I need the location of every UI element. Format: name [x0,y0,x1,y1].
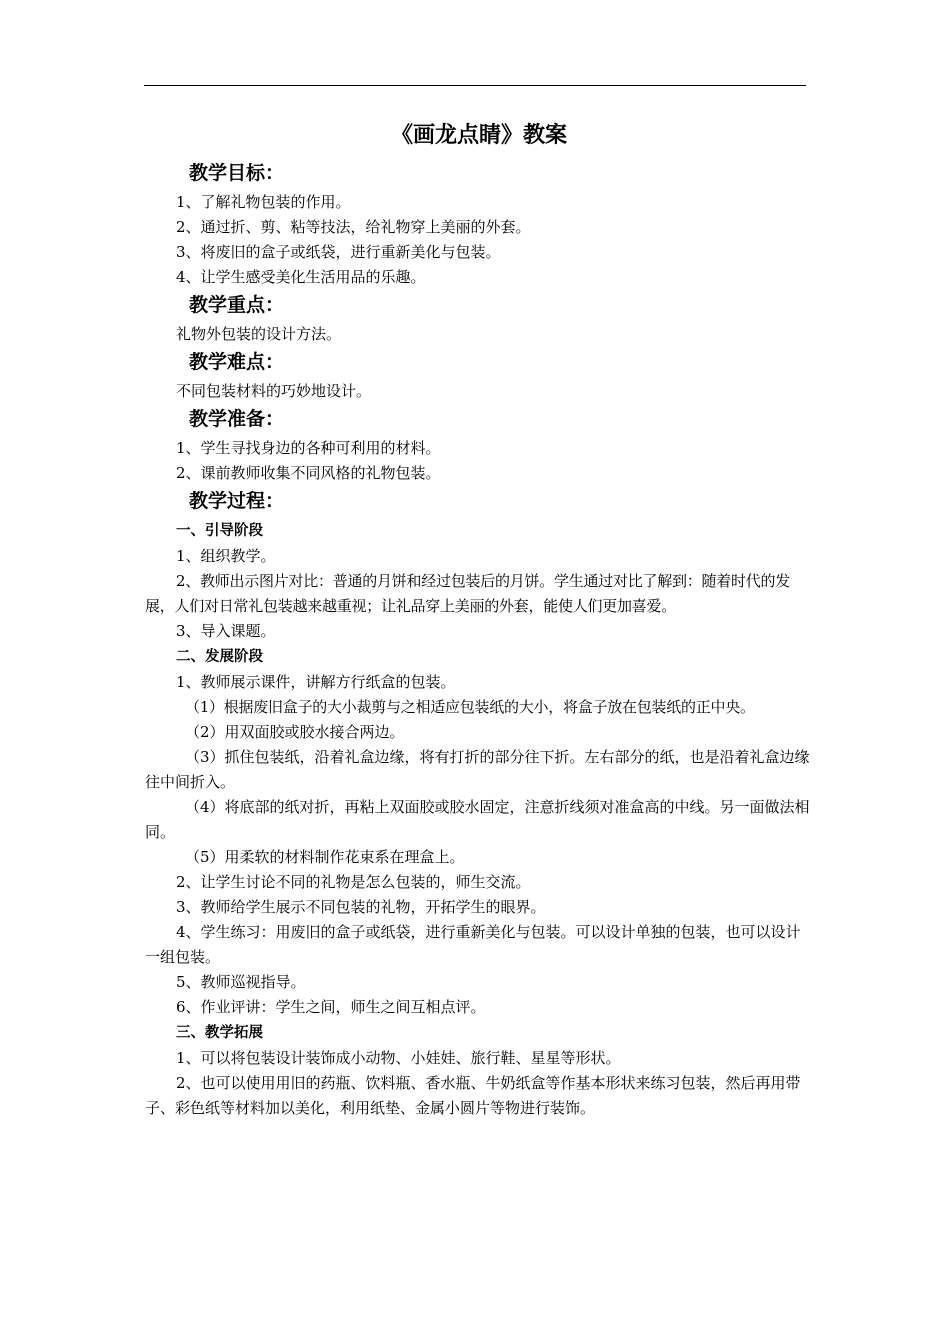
process-step: （5）用柔软的材料制作花束系在理盒上。 [185,848,465,866]
process-item: 2、也可以使用用旧的药瓶、饮料瓶、香水瓶、牛奶纸盒等作基本形状来练习包装，然后再用带子、彩色纸等材料加以美化，利用纸垫、金属小圆片等物进行装饰。 [145,1074,801,1117]
goal-item: 3、将废旧的盒子或纸袋，进行重新美化与包装。 [176,243,501,261]
difficulties-text: 不同包装材料的巧妙地设计。 [176,382,372,400]
document-body [145,118,813,1121]
goal-item: 4、让学生感受美化生活用品的乐趣。 [176,268,426,286]
preparation-item: 2、课前教师收集不同风格的礼物包装。 [176,464,441,482]
header-rule [144,85,806,86]
section-heading-difficulties: 教学难点： [189,351,285,373]
key-points-text: 礼物外包装的设计方法。 [176,325,342,343]
process-item: 6、作业评讲：学生之间，师生之间互相点评。 [176,998,486,1016]
stage-heading-guide: 一、引导阶段 [176,523,263,539]
process-item: 3、教师给学生展示不同包装的礼物，开拓学生的眼界。 [176,898,546,916]
process-step: （2）用双面胶或胶水接合两边。 [185,723,405,741]
preparation-item: 1、学生寻找身边的各种可利用的材料。 [176,439,441,457]
process-item: 3、导入课题。 [176,622,276,640]
stage-heading-extend: 三、教学拓展 [176,1025,263,1041]
section-heading-process: 教学过程： [189,490,285,512]
process-item: 1、教师展示课件，讲解方行纸盒的包装。 [176,673,456,691]
process-step: （1）根据废旧盒子的大小裁剪与之相适应包装纸的大小，将盒子放在包装纸的正中央。 [185,698,755,716]
section-heading-goals: 教学目标： [189,162,285,184]
process-item: 4、学生练习：用废旧的盒子或纸袋，进行重新美化与包装。可以设计单独的包装，也可以设计一组包装。 [145,923,801,966]
process-item: 2、让学生讨论不同的礼物是怎么包装的，师生交流。 [176,873,531,891]
section-heading-preparation: 教学准备： [189,408,285,430]
process-item: 1、可以将包装设计装饰成小动物、小娃娃、旅行鞋、星星等形状。 [176,1049,621,1067]
section-heading-key-points: 教学重点： [189,294,285,316]
stage-heading-develop: 二、发展阶段 [176,649,263,665]
process-step: （4）将底部的纸对折，再粘上双面胶或胶水固定，注意折线须对准盒高的中线。另一面做法相同。 [145,798,810,841]
goal-item: 2、通过折、剪、粘等技法，给礼物穿上美丽的外套。 [176,218,531,236]
document-title: 《画龙点睛》教案 [390,123,567,148]
process-item: 2、教师出示图片对比：普通的月饼和经过包装后的月饼。学生通过对比了解到：随着时代的发展，人们对日常礼包装越来越重视；让礼品穿上美丽的外套，能使人们更加喜爱。 [145,572,791,615]
goal-item: 1、了解礼物包装的作用。 [176,193,351,211]
process-item: 1、组织教学。 [176,547,276,565]
process-step: （3）抓住包装纸，沿着礼盒边缘，将有打折的部分往下折。左右部分的纸，也是沿着礼盒边缘往中间折入。 [145,748,810,791]
process-item: 5、教师巡视指导。 [176,973,306,991]
